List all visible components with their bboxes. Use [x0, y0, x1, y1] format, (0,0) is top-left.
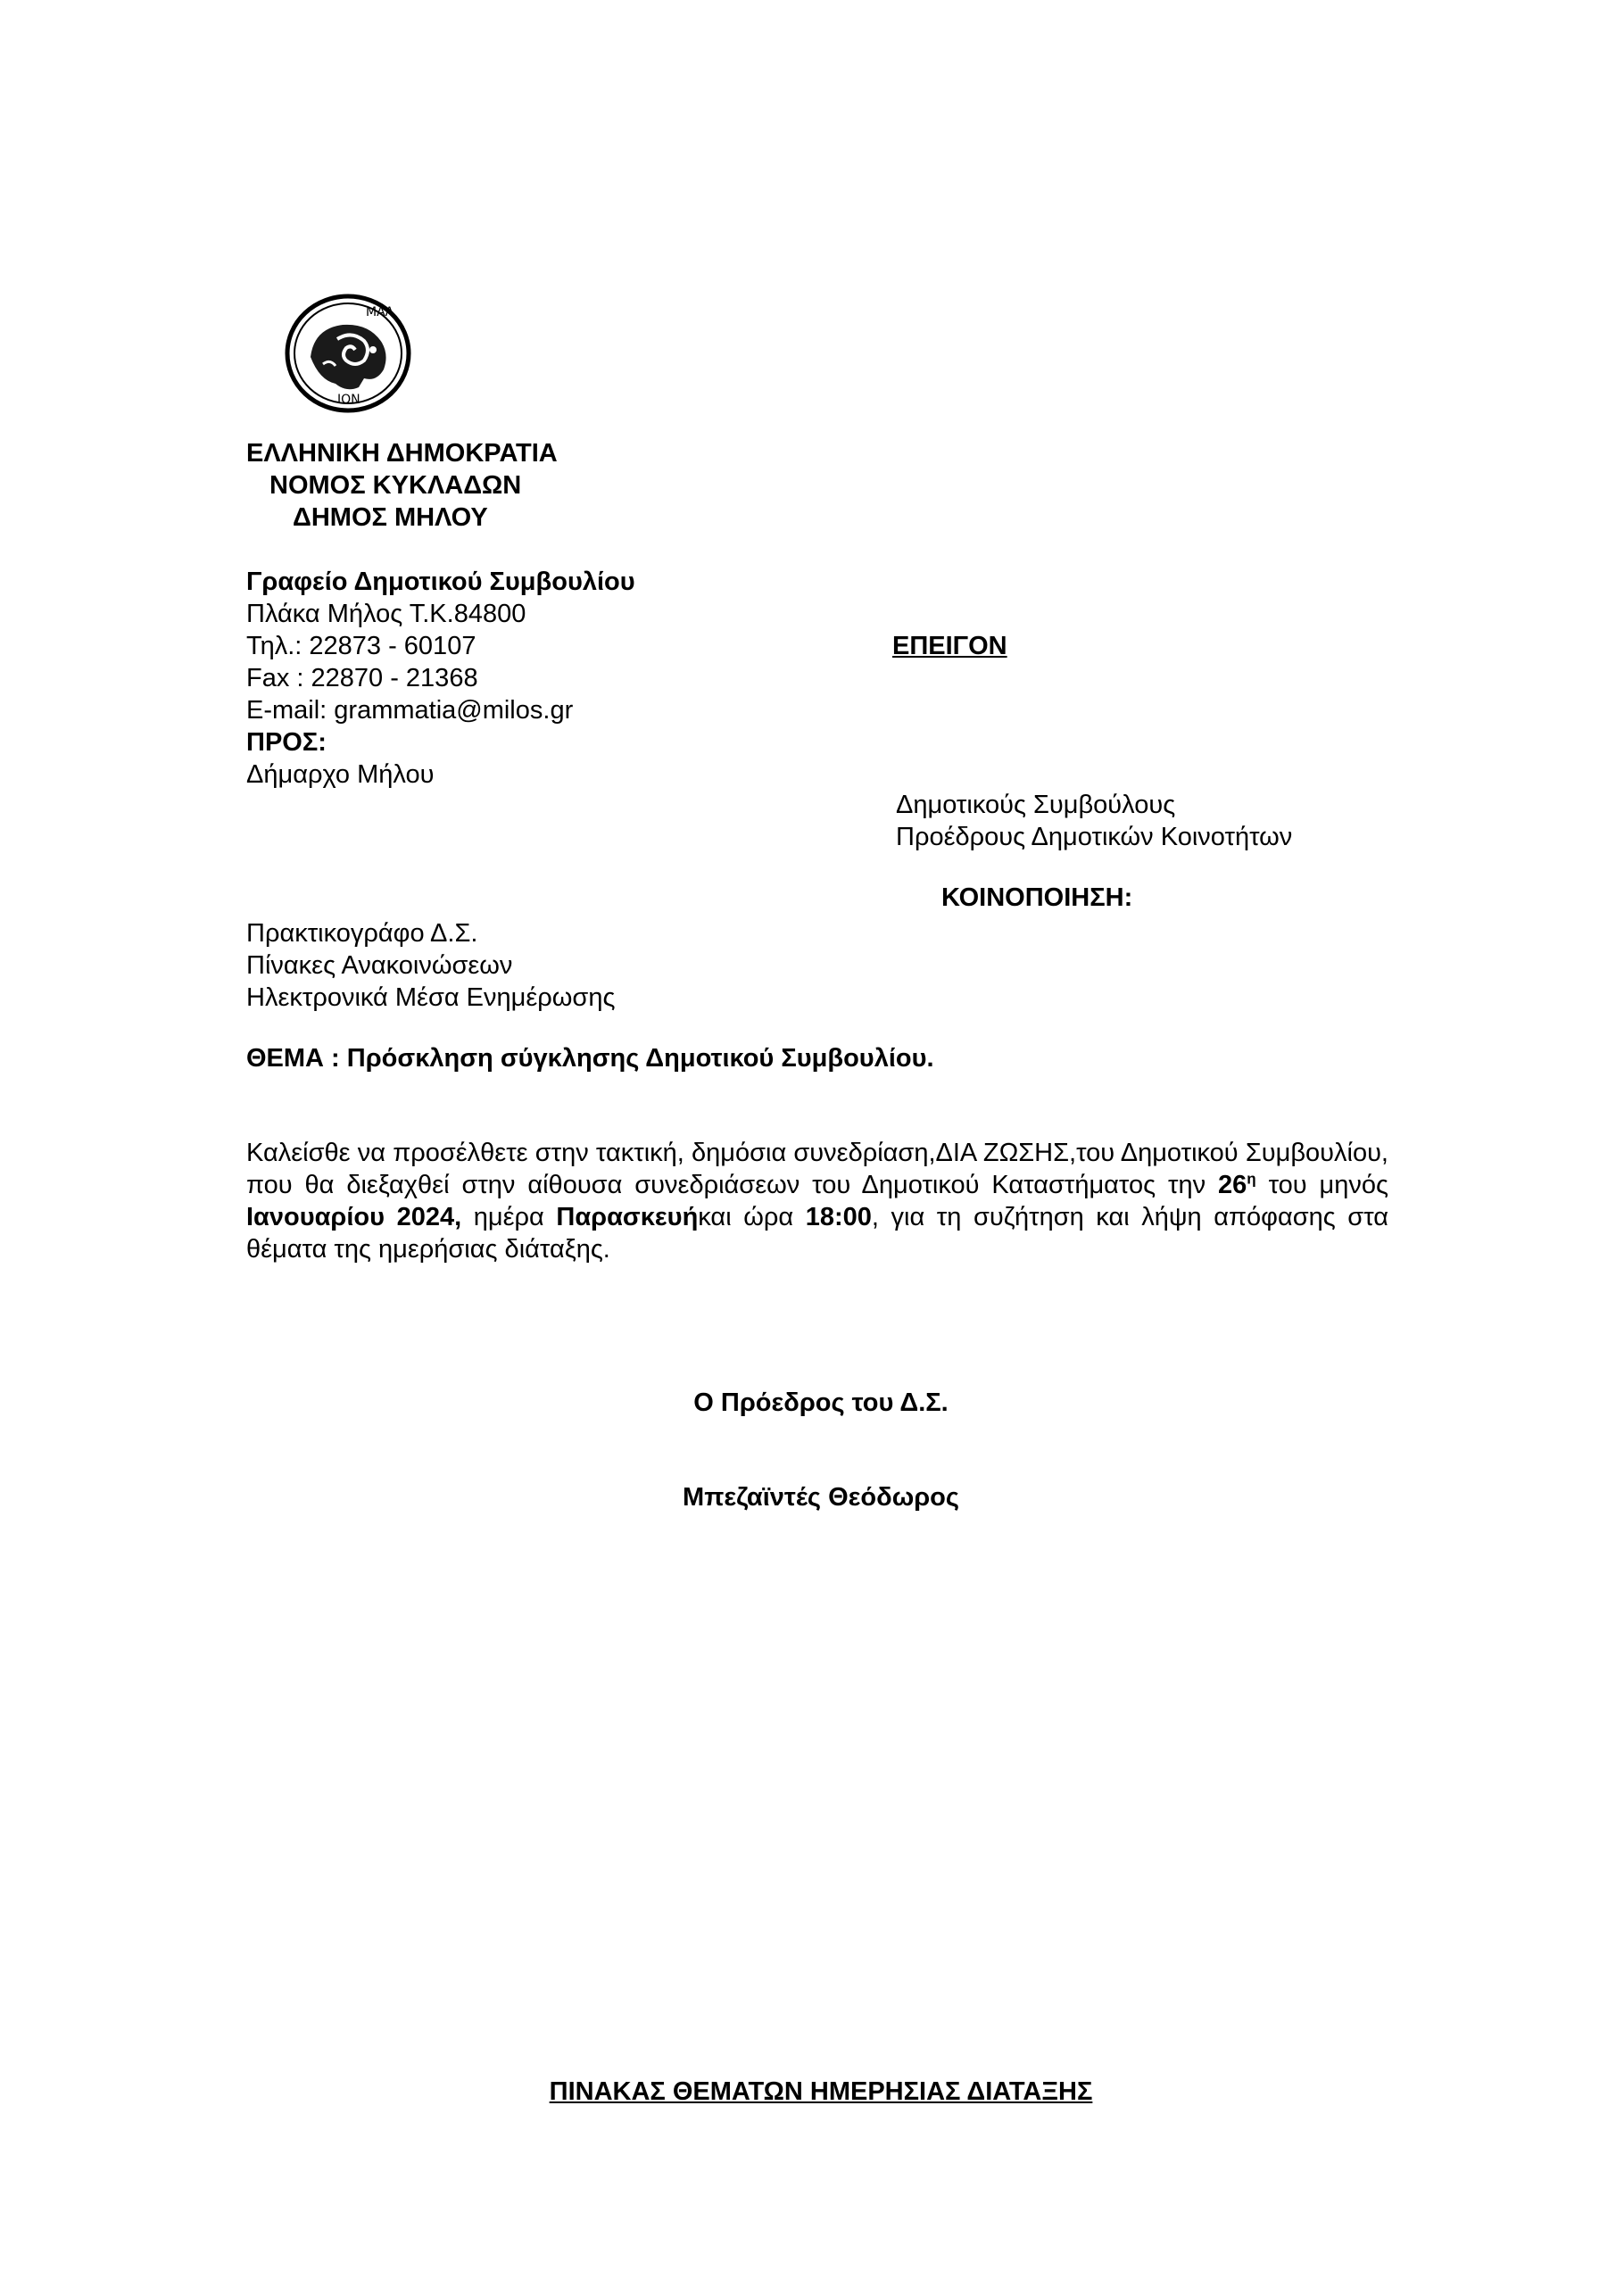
letterhead — [246, 437, 558, 534]
office-fax: Fax : 22870 - 21368 — [246, 664, 478, 692]
body-text-part5: , για τη συζήτηση και λήψη απόφασης στα θέματα της ημερήσιας διάταξης. — [246, 1203, 1388, 1264]
subject-line: ΘΕΜΑ : Πρόσκληση σύγκλησης Δημοτικού Συμβουλίου. — [246, 1044, 934, 1073]
cc-item: Ηλεκτρονικά Μέσα Ενημέρωσης — [246, 983, 616, 1012]
agenda-title: ΠΙΝΑΚΑΣ ΘΕΜΑΤΩΝ ΗΜΕΡΗΣΙΑΣ ΔΙΑΤΑΞΗΣ — [549, 2077, 1093, 2106]
emblem-text-bottom: ΙΟΝ — [337, 393, 360, 407]
cc-item: Πίνακες Ανακοινώσεων — [246, 951, 513, 980]
meeting-time: 18:00 — [805, 1203, 872, 1231]
emblem-text-top: ΜΑΛ — [366, 305, 394, 319]
signature-role: Ο Πρόεδρος του Δ.Σ. — [693, 1388, 949, 1417]
office-email: E-mail: grammatia@milos.gr — [246, 696, 574, 725]
cc-list — [246, 917, 615, 1014]
body-text-part3: ημέρα — [461, 1203, 557, 1231]
ancient-coin-ram-emblem-icon — [284, 293, 412, 414]
meeting-day-suffix: η — [1247, 1170, 1256, 1188]
body-text-part4: και ώρα — [698, 1203, 806, 1231]
recipient-councillors: Δημοτικούς Συμβούλους — [896, 791, 1176, 819]
body-text-part1: Καλείσθε να προσέλθετε στην τακτική, δημόσια συνεδρίαση,ΔΙΑ ΖΩΣΗΣ,του Δημοτικού Συμβουλίου, που θα διεξαχθεί στην αίθουσα συνεδριάσεων του Δημοτικού Καταστήματος την — [246, 1139, 1388, 1199]
letterhead-line-prefecture: ΝΟΜΟΣ ΚΥΚΛΑΔΩΝ — [269, 471, 522, 500]
meeting-month-year: Ιανουαρίου 2024, — [246, 1203, 462, 1231]
recipient-community-presidents: Προέδρους Δημοτικών Κοινοτήτων — [896, 823, 1293, 851]
office-address: Πλάκα Μήλος Τ.Κ.84800 — [246, 600, 526, 628]
signature-name: Μπεζαϊντές Θεόδωρος — [683, 1483, 959, 1512]
to-label: ΠΡΟΣ: — [246, 728, 327, 757]
office-details — [246, 566, 635, 791]
urgency-label: ΕΠΕΙΓΟΝ — [892, 632, 1007, 660]
letterhead-line-republic: ΕΛΛΗΝΙΚΗ ΔΗΜΟΚΡΑΤΙΑ — [246, 439, 558, 468]
body-text-part2: του μηνός — [1255, 1171, 1388, 1199]
office-name: Γραφείο Δημοτικού Συμβουλίου — [246, 568, 635, 596]
meeting-day: 26 — [1218, 1171, 1247, 1199]
office-phone: Τηλ.: 22873 - 60107 — [246, 632, 476, 660]
to-recipient-mayor: Δήμαρχο Μήλου — [246, 760, 435, 789]
letterhead-line-municipality: ΔΗΜΟΣ ΜΗΛΟΥ — [293, 503, 488, 532]
meeting-weekday: Παρασκευή — [556, 1203, 699, 1231]
recipients-list — [896, 789, 1292, 853]
body-paragraph — [246, 1137, 1388, 1265]
cc-item: Πρακτικογράφο Δ.Σ. — [246, 919, 478, 948]
cc-title: ΚΟΙΝΟΠΟΙΗΣΗ: — [941, 883, 1133, 912]
